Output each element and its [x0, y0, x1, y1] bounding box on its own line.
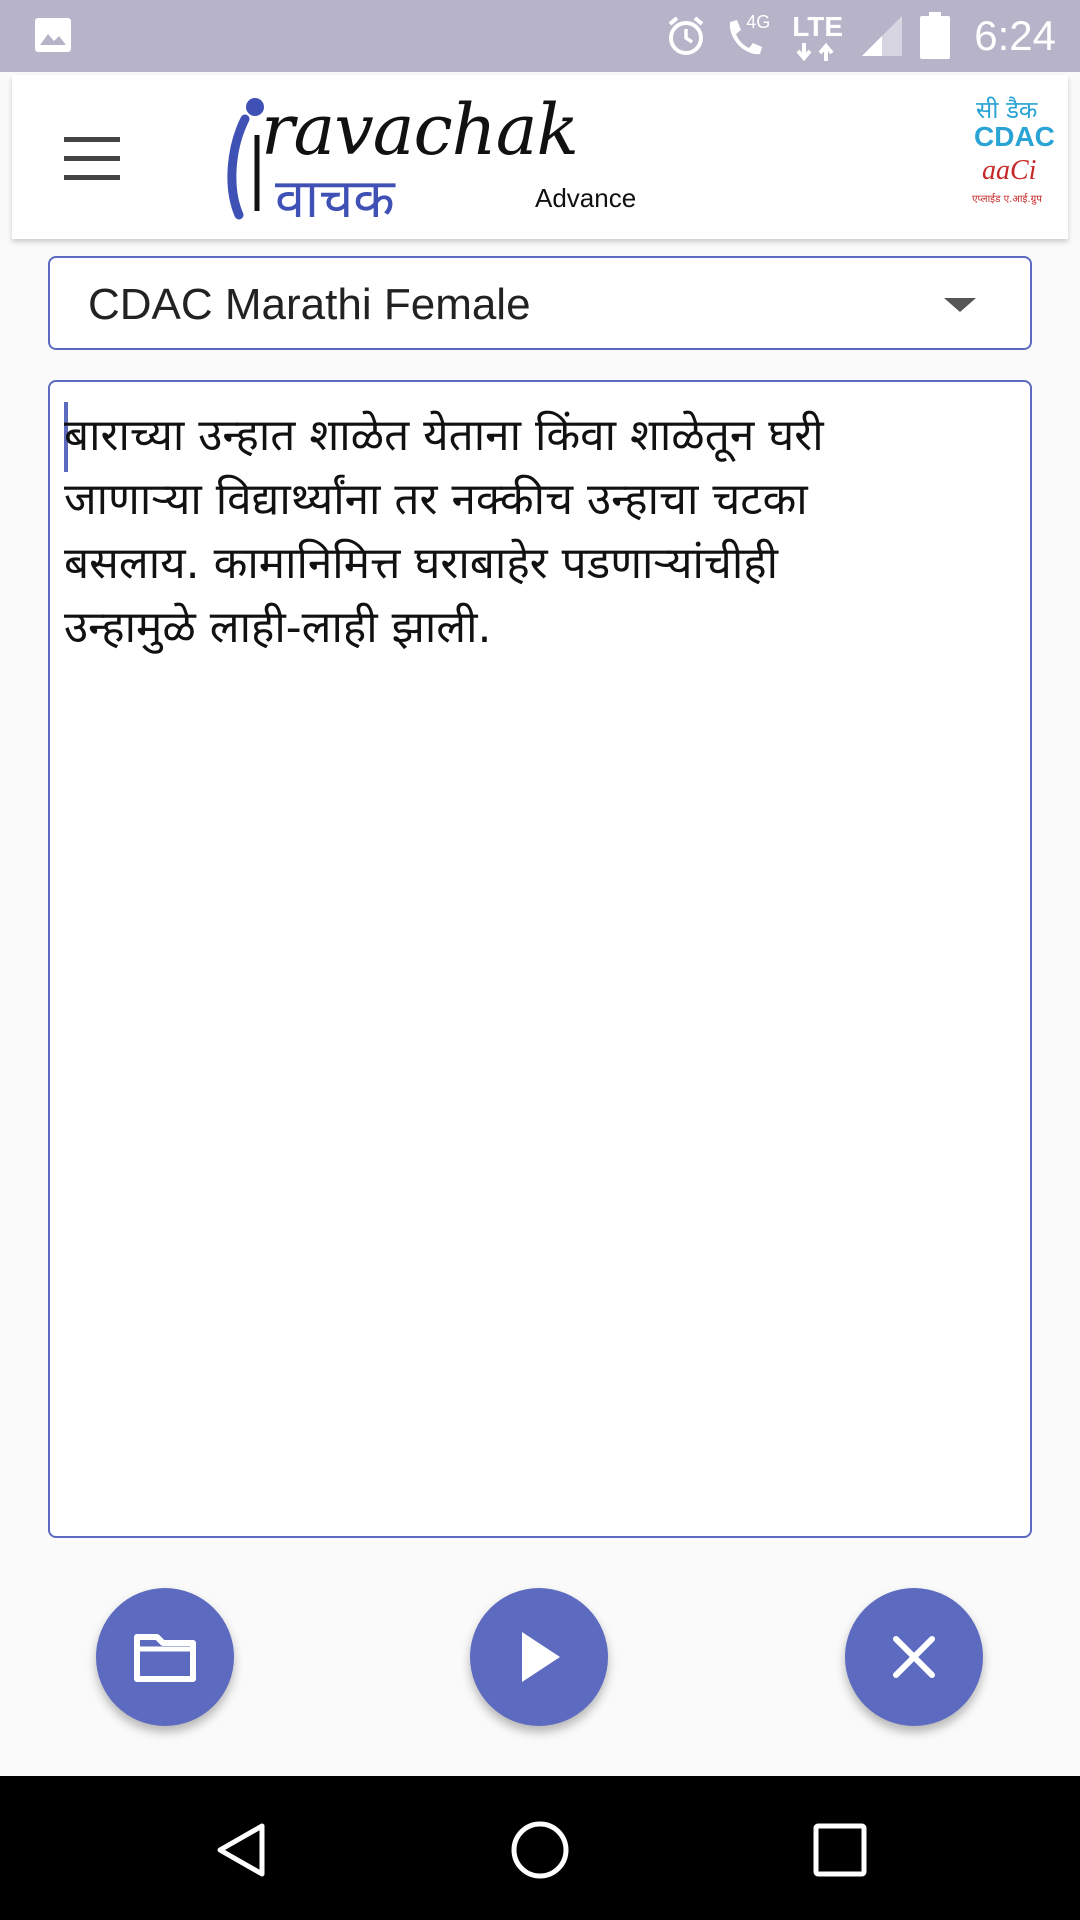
text-input-content: बाराच्या उन्हात शाळेत येताना किंवा शाळेतून घरी जाणाऱ्या विद्यार्थ्यांना तर नक्कीच उन्हाचा चटका बसलाय. कामानिमित्त घराबाहेर पडणाऱ्यांचीही उन्हामुळे लाही-लाही झाली.	[64, 410, 824, 653]
chevron-down-icon	[944, 298, 976, 312]
close-icon	[890, 1633, 938, 1681]
status-bar	[0, 0, 1080, 72]
cdac-devanagari: सी डैक	[976, 96, 1038, 124]
menu-icon-bar	[64, 137, 120, 142]
battery-icon	[918, 12, 952, 60]
menu-button[interactable]	[52, 115, 138, 201]
play-button[interactable]	[470, 1588, 608, 1726]
recent-apps-button[interactable]	[800, 1810, 880, 1890]
menu-icon-bar	[64, 175, 120, 180]
menu-icon-bar	[64, 156, 120, 161]
logo-devanagari: वाचक	[275, 167, 395, 230]
folder-icon	[133, 1631, 197, 1683]
status-time: 6:24	[974, 12, 1056, 59]
back-button[interactable]	[202, 1810, 282, 1890]
cdac-text: CDAC	[974, 121, 1055, 152]
aaci-subtext: एप्लाईड ए.आई.ग्रुप	[972, 194, 1042, 205]
pravachak-logo	[217, 87, 667, 230]
lte-data-icon	[790, 9, 846, 63]
signal-icon	[860, 14, 904, 58]
lte-label: LTE	[792, 11, 844, 42]
app-header	[12, 75, 1068, 239]
clear-text-button[interactable]	[845, 1588, 983, 1726]
recent-apps-icon	[812, 1822, 868, 1878]
alarm-icon	[664, 14, 708, 58]
play-icon	[514, 1630, 564, 1684]
home-icon	[509, 1819, 571, 1881]
wifi-calling-icon	[722, 12, 776, 60]
voice-dropdown-value: CDAC Marathi Female	[88, 280, 531, 329]
image-icon	[34, 17, 72, 53]
home-button[interactable]	[500, 1810, 580, 1890]
cdac-logo	[972, 93, 1068, 223]
voice-dropdown[interactable]	[48, 256, 1032, 350]
open-file-button[interactable]	[96, 1588, 234, 1726]
text-input-area[interactable]	[48, 380, 1032, 1538]
aaci-text: aaCi	[982, 155, 1037, 186]
logo-text: ravachak	[261, 89, 578, 171]
back-icon	[212, 1820, 272, 1880]
navigation-bar	[0, 1776, 1080, 1920]
logo-subtitle: Advance	[535, 183, 637, 213]
network-label: 4G	[746, 12, 771, 32]
